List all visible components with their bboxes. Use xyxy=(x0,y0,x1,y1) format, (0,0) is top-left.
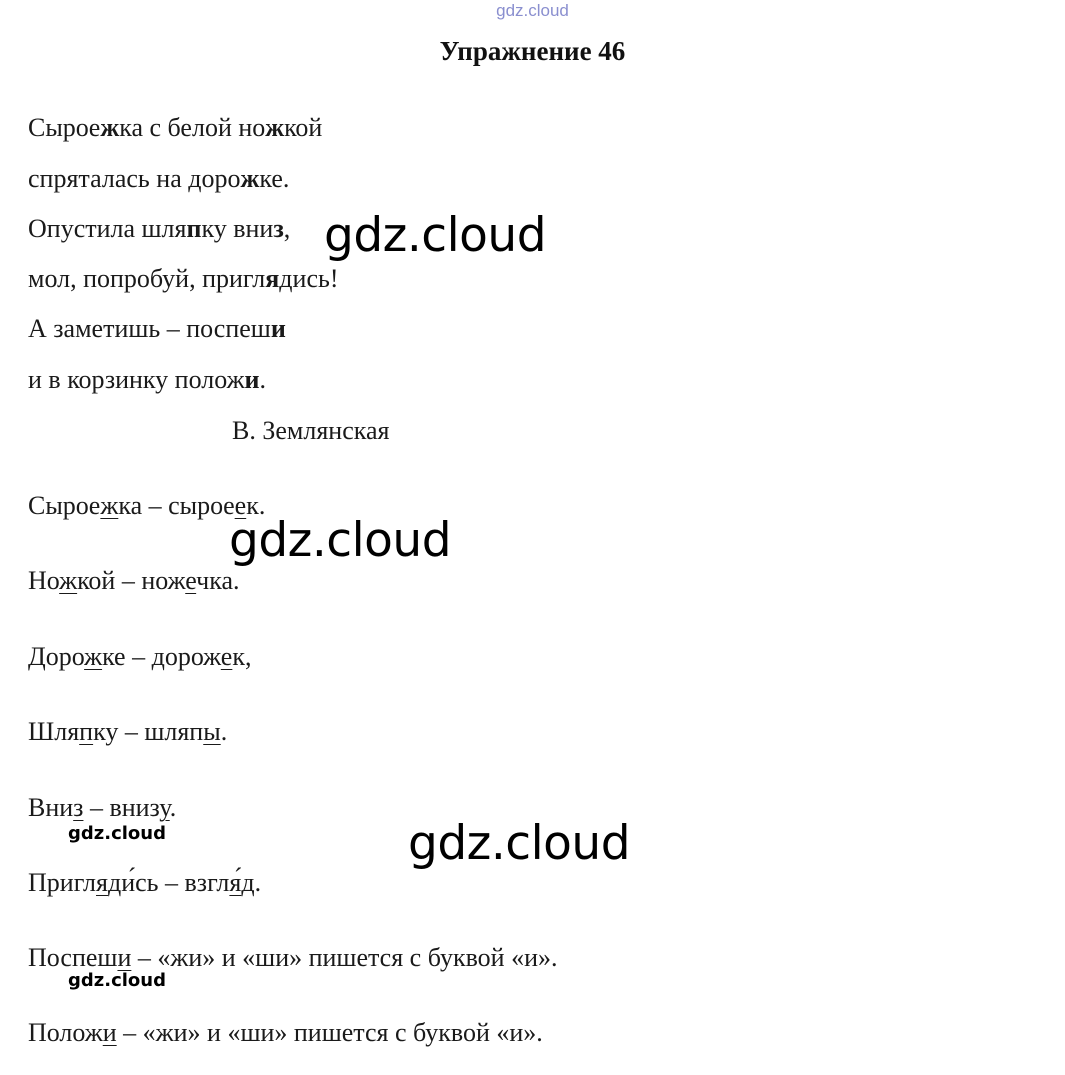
watermark-small-2: gdz.cloud xyxy=(68,970,166,991)
poem-author: В. Землянская xyxy=(232,416,390,445)
page-title: Упражнение 46 xyxy=(439,36,626,66)
watermark-large-2: gdz.cloud xyxy=(229,513,452,568)
poem-line-5: А заметишь – поспеши xyxy=(28,314,286,343)
poem-line-6: и в корзинку положи. xyxy=(28,365,267,394)
watermark-large-1: gdz.cloud xyxy=(324,208,547,263)
answer-line-1: Сыроeжка – сыроeек. xyxy=(28,491,266,520)
answer-line-8: Положи – «жи» и «ши» пишется с буквой «и». xyxy=(28,1018,543,1047)
answer-line-3: Дорожке – дорожек, xyxy=(28,642,252,671)
answer-line-2: Ножкой – ножечка. xyxy=(28,566,240,595)
poem-line-1: Сыроeжка с белой ножкой xyxy=(28,113,323,142)
poem-line-2: спряталась на дорожке. xyxy=(28,164,290,193)
answer-line-4: Шляпку – шляпы. xyxy=(28,717,228,746)
watermark-small-1: gdz.cloud xyxy=(68,823,166,844)
header-watermark: gdz.cloud xyxy=(496,1,569,20)
answer-line-5: Вниз – внизу. xyxy=(28,793,177,822)
answer-line-7: Поспеши – «жи» и «ши» пишется с буквой «и». xyxy=(28,943,558,972)
poem-line-4: мол, попробуй, приглядись! xyxy=(28,264,339,293)
poem-line-3: Опустила шляпку вниз, xyxy=(28,214,291,243)
answer-line-6: Пригляди́сь – взгля́д. xyxy=(28,868,262,897)
watermark-large-3: gdz.cloud xyxy=(408,816,631,871)
